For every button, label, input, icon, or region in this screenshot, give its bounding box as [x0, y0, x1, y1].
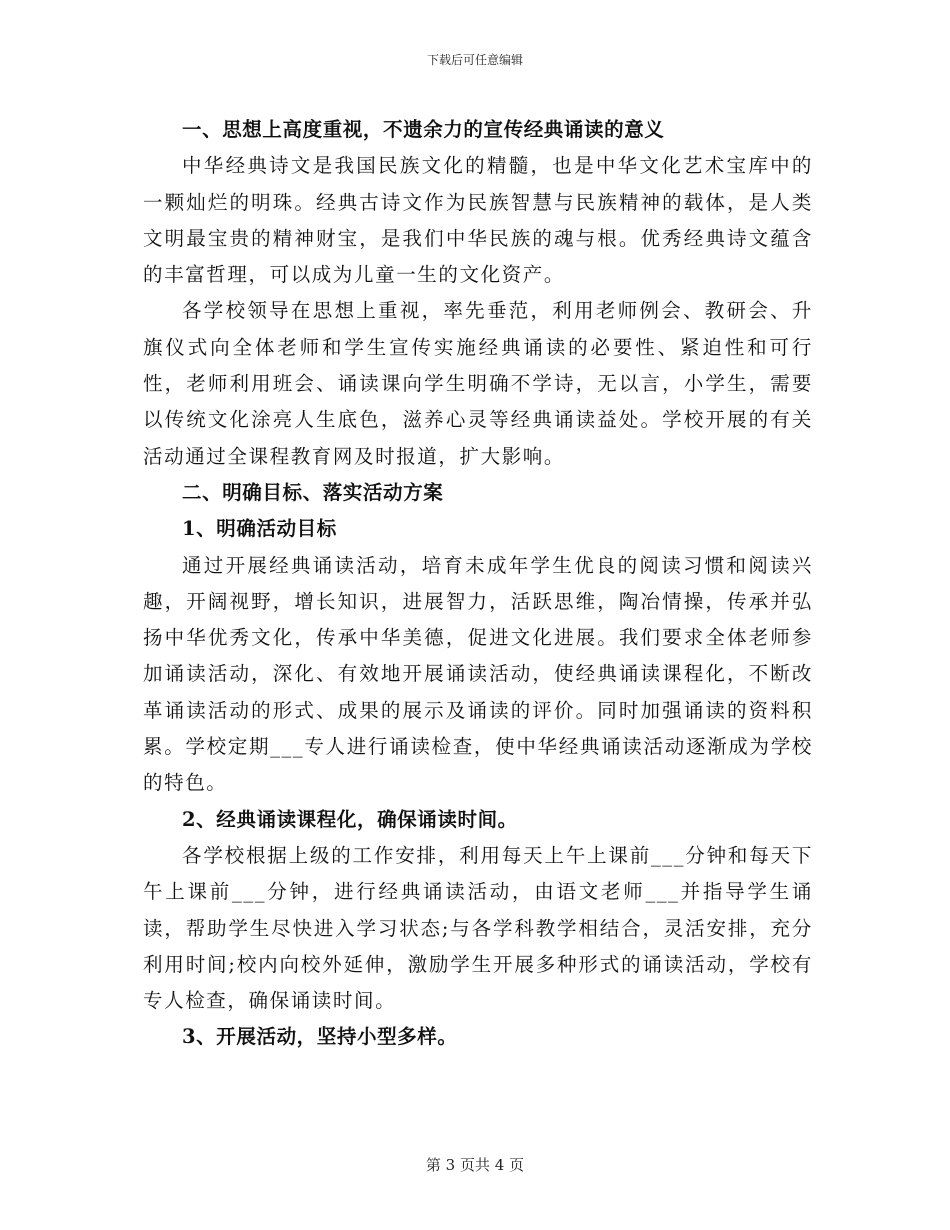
page-number: 第 3 页共 4 页: [425, 1156, 525, 1174]
section-heading-2: 二、明确目标、落实活动方案: [182, 480, 444, 504]
subheading-1: 1、明确活动目标: [182, 517, 337, 541]
subheading-3: 3、开展活动，坚持小型多样。: [182, 1025, 458, 1049]
page-header-note: 下载后可任意编辑: [426, 53, 523, 67]
paragraph-2: 各学校领导在思想上重视，率先垂范，利用老师例会、教研会、升旗仪式向全体老师和学生宣传实施经典诵读的必要性、紧迫性和可行性，老师利用班会、诵读课向学生明确不学诗，无以言，小学生，需要以传统文化涂亮人生底色，滋养心灵等经典诵读益处。学校开展的有关活动通过全课程教育网及时报道，扩大影响。: [143, 299, 813, 468]
paragraph-3: 通过开展经典诵读活动，培育未成年学生优良的阅读习惯和阅读兴趣，开阔视野，增长知识，进展智力，活跃思维，陶冶情操，传承并弘扬中华优秀文化，传承中华美德，促进文化进展。我们要求全体老师参加诵读活动，深化、有效地开展诵读活动，使经典诵读课程化，不断改革诵读活动的形式、成果的展示及诵读的评价。同时加强诵读的资料积累。学校定期___专人进行诵读检查，使中华经典诵读活动逐渐成为学校的特色。: [143, 553, 813, 795]
paragraph-4: 各学校根据上级的工作安排，利用每天上午上课前___分钟和每天下午上课前___分钟，进行经典诵读活动，由语文老师___并指导学生诵读，帮助学生尽快进入学习状态;与各学科教学相结合，灵活安排，充分利用时间;校内向校外延伸，激励学生开展多种形式的诵读活动，学校有专人检查，确保诵读时间。: [143, 843, 813, 1013]
subheading-2: 2、经典诵读课程化，确保诵读时间。: [182, 807, 518, 831]
paragraph-1: 中华经典诗文是我国民族文化的精髓，也是中华文化艺术宝库中的一颗灿烂的明珠。经典古诗文作为民族智慧与民族精神的载体，是人类文明最宝贵的精神财宝，是我们中华民族的魂与根。优秀经典诗文蕴含的丰富哲理，可以成为儿童一生的文化资产。: [143, 154, 813, 287]
section-heading-1: 一、思想上高度重视，不遗余力的宣传经典诵读的意义: [182, 118, 665, 141]
document-body: [143, 112, 813, 1056]
